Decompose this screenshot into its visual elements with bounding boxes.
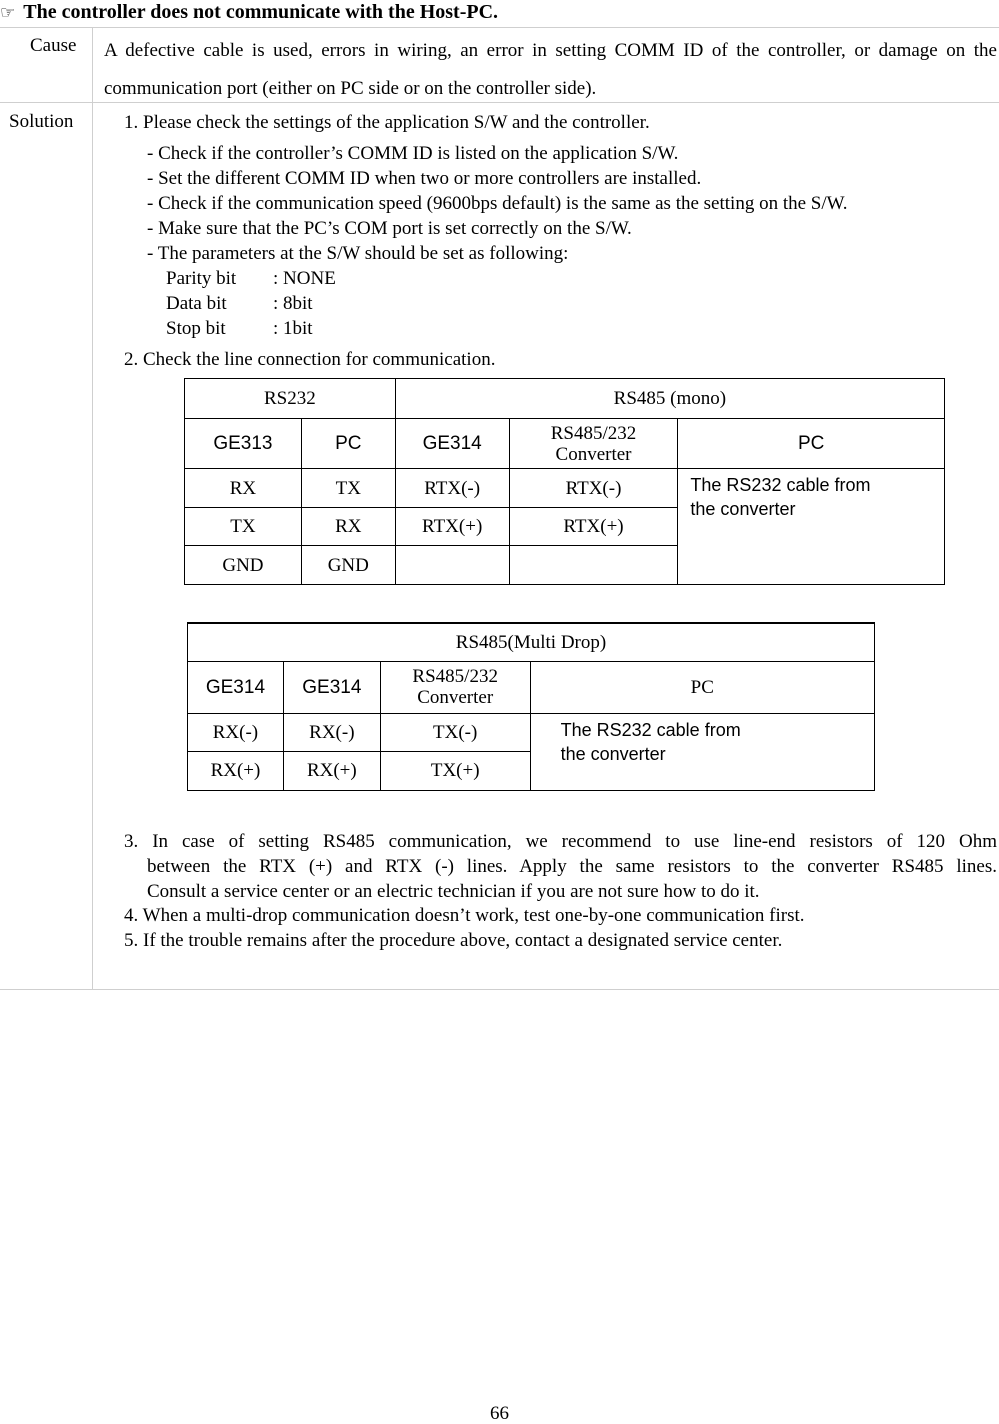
step-3-line: 3. In case of setting RS485 communication, we recommend to use line-end resistors of 120 Ohm [124,831,997,852]
column-header: PC [678,419,945,469]
column-header: GE314 [283,661,380,713]
step-1-item: - Check if the controller’s COMM ID is listed on the application S/W. [147,143,679,164]
note-line: The RS232 cable from [560,719,741,740]
column-header-converter [380,661,530,713]
column-header-converter [509,419,678,469]
table-cell: TX [301,469,395,508]
column-header: PC [530,661,874,713]
param-name: Parity bit [166,268,237,289]
group-header-rs232: RS232 [185,379,396,419]
table-cell: RTX(+) [509,508,678,546]
note-line: the converter [560,743,666,764]
page-number: 66 [490,1403,509,1424]
step-5: 5. If the trouble remains after the procedure above, contact a designated service center. [124,930,783,951]
step-3-line: Consult a service center or an electric technician if you are not sure how to do it. [147,881,760,902]
param-value: : 8bit [273,293,313,314]
step-1-item: - Make sure that the PC’s COM port is set correctly on the S/W. [147,218,632,239]
step-1-item: - The parameters at the S/W should be set as following: [147,243,569,264]
table-cell: GND [185,546,302,585]
rs485-multidrop-table [187,622,875,791]
note-line: The RS232 cable from [690,475,871,495]
table-cell: GND [301,546,395,585]
column-header: GE313 [185,419,302,469]
table-cell [509,546,678,585]
param-name: Stop bit [166,318,226,339]
table-cell: RX(+) [283,751,380,790]
rs232-rs485-mono-table [184,378,945,585]
note-line: the converter [690,499,796,519]
column-divider [92,28,93,990]
header-line: RS485/232 [550,422,637,444]
table-cell: TX [185,508,302,546]
table-cell: RX(+) [188,751,284,790]
table-cell: RX(-) [283,713,380,751]
heading-text: The controller does not communicate with the Host-PC. [23,1,499,23]
header-line: RS485/232 [412,666,498,687]
header-line: Converter [555,443,632,465]
divider-top [0,27,999,28]
section-heading [0,0,498,24]
param-value: : NONE [273,268,336,289]
table-cell: RX [301,508,395,546]
table-cell: RTX(-) [395,469,509,508]
table-cell [395,546,509,585]
column-header: GE314 [188,661,284,713]
cause-text: A defective cable is used, errors in wiring, an error in setting COMM ID of the controller, or damage on the communication port (either on PC side or on the controller side). [104,40,997,99]
header-line: Converter [417,687,494,708]
pointing-hand-icon: ☞ [0,3,16,23]
table-cell: TX(-) [380,713,530,751]
column-header: GE314 [395,419,509,469]
table-cell: RX(-) [188,713,284,751]
solution-label: Solution [9,111,74,132]
table-cell: RX [185,469,302,508]
converter-cable-note [530,713,874,790]
param-name: Data bit [166,293,227,314]
step-1-item: - Set the different COMM ID when two or more controllers are installed. [147,168,702,189]
table-title: RS485(Multi Drop) [188,623,875,661]
cause-label: Cause [30,35,77,56]
step-1-item: - Check if the communication speed (9600bps default) is the same as the setting on the S/W. [147,193,848,214]
step-4: 4. When a multi-drop communication doesn’t work, test one-by-one communication first. [124,905,805,926]
table-cell: TX(+) [380,751,530,790]
table-cell: RTX(+) [395,508,509,546]
param-value: : 1bit [273,318,313,339]
step-1: 1. Please check the settings of the application S/W and the controller. [124,112,650,133]
table-cell: RTX(-) [509,469,678,508]
converter-cable-note [678,469,945,585]
group-header-rs485-mono: RS485 (mono) [395,379,944,419]
divider-bottom [0,989,999,990]
step-3-line: between the RTX (+) and RTX (-) lines. Apply the same resistors to the converter RS485 lines. [147,856,997,877]
column-header: PC [301,419,395,469]
step-2: 2. Check the line connection for communication. [124,349,496,370]
